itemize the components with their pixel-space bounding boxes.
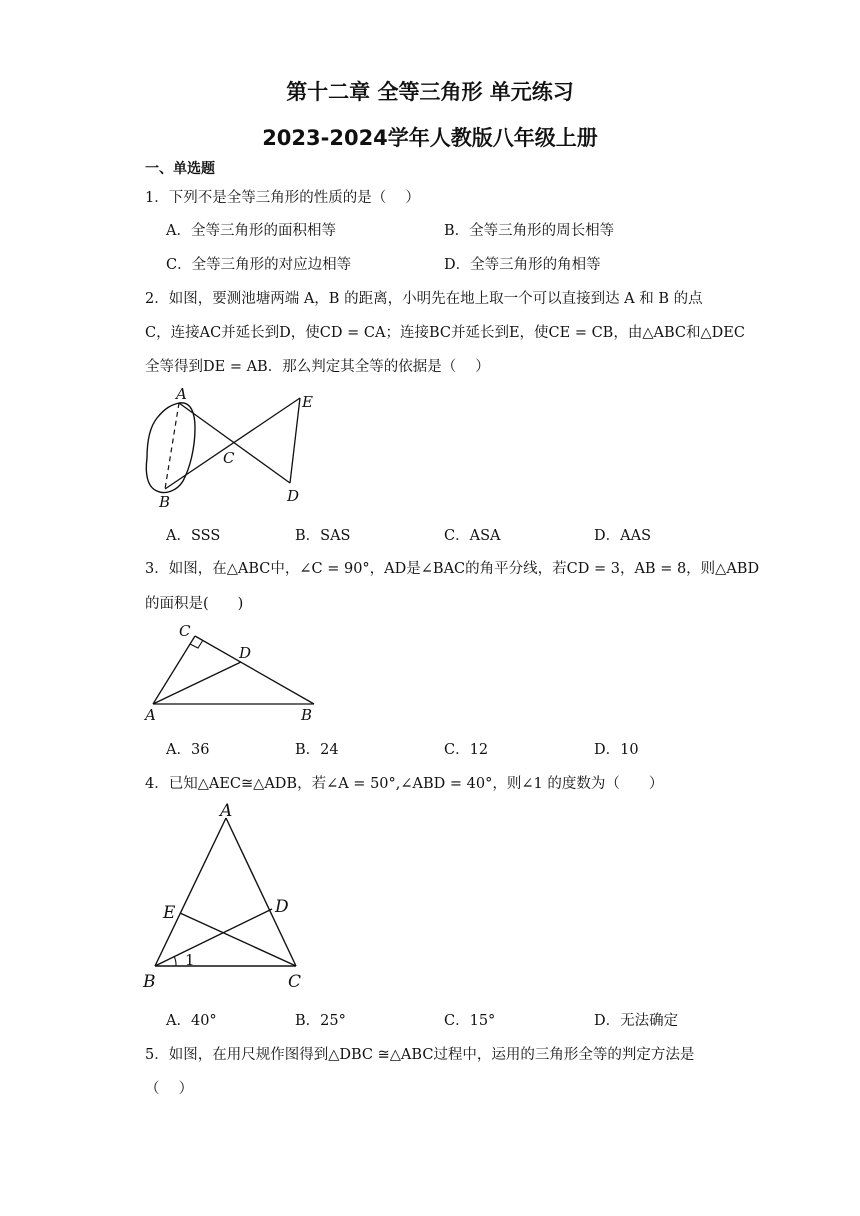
q2-line1: 2．如图，要测池塘两端 A，B 的距离，小明先在地上取一个可以直接到达 A 和 B 的点 [145,291,703,307]
q2-label-c: C [223,449,235,467]
q2-figure [135,383,335,513]
q4-label-d: D [275,897,289,917]
q3-option-a: A．36 [166,742,210,758]
q2-label-e: E [302,393,313,411]
q2-line3: 全等得到DE = AB．那么判定其全等的依据是（ ） [145,359,490,375]
pond-dashed-ab [165,403,179,489]
q1-option-c: C．全等三角形的对应边相等 [166,257,352,273]
q2-label-d: D [287,487,300,505]
q1-option-a: A．全等三角形的面积相等 [166,223,336,239]
q4-option-a: A．40° [166,1013,217,1029]
q4-option-b: B．25° [295,1013,346,1029]
q2-option-b: B．SAS [295,528,351,544]
segment-de [290,398,300,483]
q3-option-b: B．24 [295,742,339,758]
q3-figure [138,618,338,728]
q2-option-c: C．ASA [444,528,501,544]
q3-line1: 3．如图，在△ABC中，∠C = 90°，AD是∠BAC的角平分线，若CD = 3，AB = 8，则△ABD [145,561,760,577]
q4-line1: 4．已知△AEC≅△ADB，若∠A = 50°,∠ABD = 40°，则∠1 的度数为（ ） [145,776,664,792]
section-heading: 一、单选题 [145,161,215,177]
segment-ac [226,818,296,966]
q4-option-c: C．15° [444,1013,496,1029]
segment-ad [179,403,290,483]
q4-figure [138,798,338,993]
page-subtitle: 2023-2024学年人教版八年级上册 [262,126,598,150]
q2-option-d: D．AAS [594,528,652,544]
q1-stem: 1．下列不是全等三角形的性质的是（ ） [145,190,420,206]
q2-option-a: A．SSS [166,528,221,544]
q3-label-b: B [301,706,313,724]
q4-label-e: E [163,903,176,923]
q4-label-a: A [220,801,233,821]
q3-option-d: D．10 [594,742,639,758]
pond-outline [146,403,195,493]
q4-option-d: D．无法确定 [594,1013,679,1029]
q3-option-c: C．12 [444,742,489,758]
segment-ab [155,818,226,966]
q4-label-angle-1: 1 [185,951,195,969]
segment-cb [195,636,314,704]
page-title: 第十二章 全等三角形 单元练习 [286,80,574,104]
q5-line2: （ ） [145,1081,194,1097]
q1-option-d: D．全等三角形的角相等 [444,257,601,273]
angle-1-arc [174,956,176,966]
q2-label-b: B [159,493,171,511]
q3-label-c: C [179,622,191,640]
q4-label-c: C [288,972,302,992]
segment-ec [180,913,296,966]
q1-option-b: B．全等三角形的周长相等 [444,223,615,239]
q2-line2: C，连接AC并延长到D，使CD = CA；连接BC并延长到E，使CE = CB，由△ABC和△DEC [145,325,745,341]
q4-label-b: B [143,972,156,992]
q3-label-a: A [145,706,156,724]
q2-label-a: A [176,385,187,403]
q3-label-d: D [239,644,252,662]
q5-line1: 5．如图，在用尺规作图得到△DBC ≅△ABC过程中，运用的三角形全等的判定方法是 [145,1047,695,1063]
q3-line2: 的面积是( ) [145,596,244,612]
